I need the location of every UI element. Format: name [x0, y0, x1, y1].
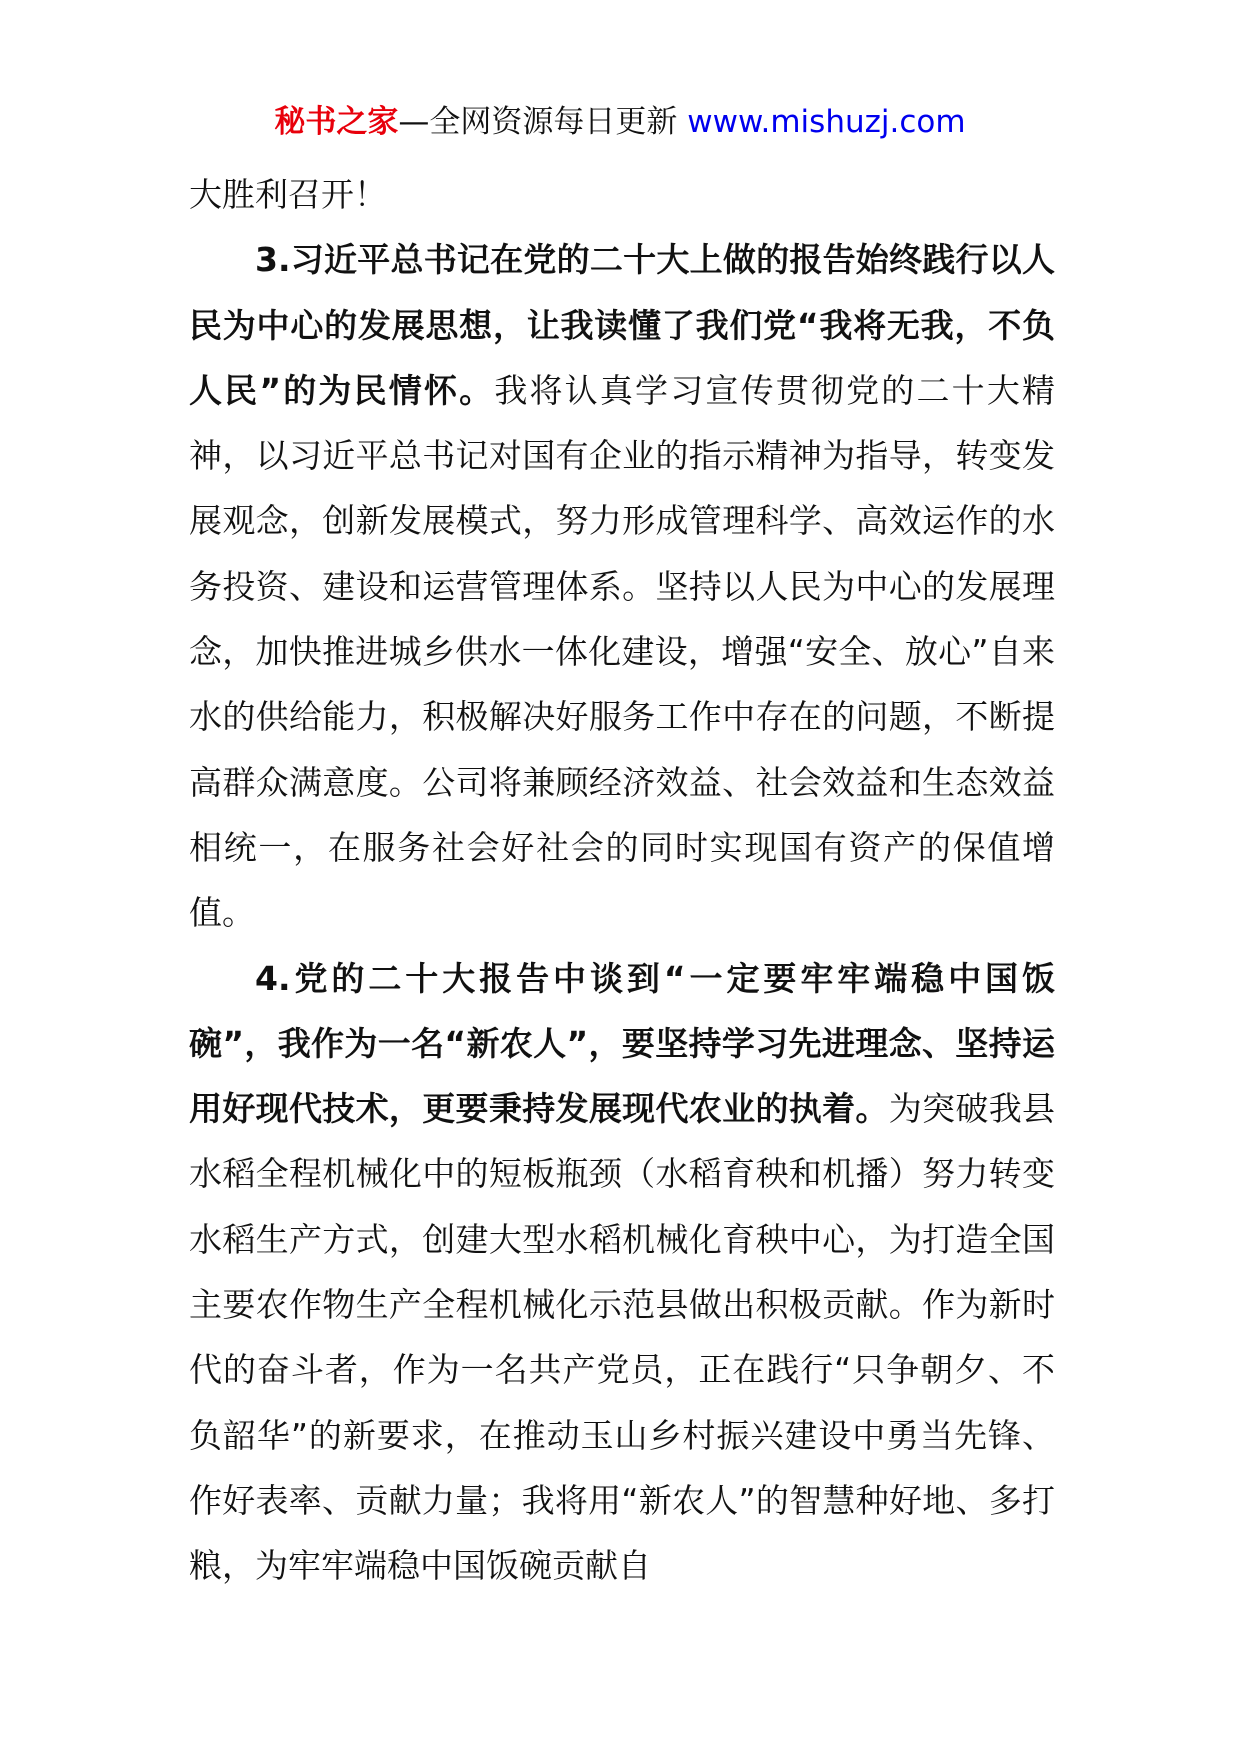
paragraph-3 [189, 227, 1055, 945]
paragraph-4-body: 为突破我县水稻全程机械化中的短板瓶颈（水稻育秧和机播）努力转变水稻生产方式，创建大型水稻机械化育秧中心，为打造全国主要农作物生产全程机械化示范县做出积极贡献。作为新时代的奋斗者，作为一名共产党员，正在践行“只争朝夕、不负韶华”的新要求，在推动玉山乡村振兴建设中勇当先锋、作好表率、贡献力量；我将用“新农人”的智慧种好地、多打粮，为牢牢端稳中国饭碗贡献自 [189, 1089, 1056, 1586]
watermark-header [0, 100, 1240, 144]
brand-name: 秘书之家 [274, 104, 399, 140]
header-tagline: —全网资源每日更新 [398, 104, 678, 140]
paragraph-3-body: 我将认真学习宣传贯彻党的二十大精神，以习近平总书记对国有企业的指示精神为指导，转变发展观念，创新发展模式，努力形成管理科学、高效运作的水务投资、建设和运营管理体系。坚持以人民为中心的发展理念，加快推进城乡供水一体化建设，增强“安全、放心”自来水的供给能力，积极解决好服务工作中存在的问题，不断提高群众满意度。公司将兼顾经济效益、社会效益和生态效益相统一，在服务社会好社会的同时实现国有资产的保值增值。 [189, 370, 1055, 933]
site-url-link[interactable]: www.mishuzj.com [687, 104, 966, 140]
paragraph-4-lead: 4.党的二十大报告中谈到“一定要牢牢端稳中国饭碗”，我作为一名“新农人”，要坚持学习先进理念、坚持运用好现代技术，更要秉持发展现代农业的执着。 [189, 958, 1055, 1129]
paragraph-3-lead: 3.习近平总书记在党的二十大上做的报告始终践行以人民为中心的发展思想，让我读懂了我们党“我将无我，不负人民”的为民情怀。 [189, 240, 1055, 410]
document-body [189, 162, 1055, 1599]
continuation-line: 大胜利召开！ [189, 175, 387, 214]
paragraph-4 [189, 946, 1055, 1599]
